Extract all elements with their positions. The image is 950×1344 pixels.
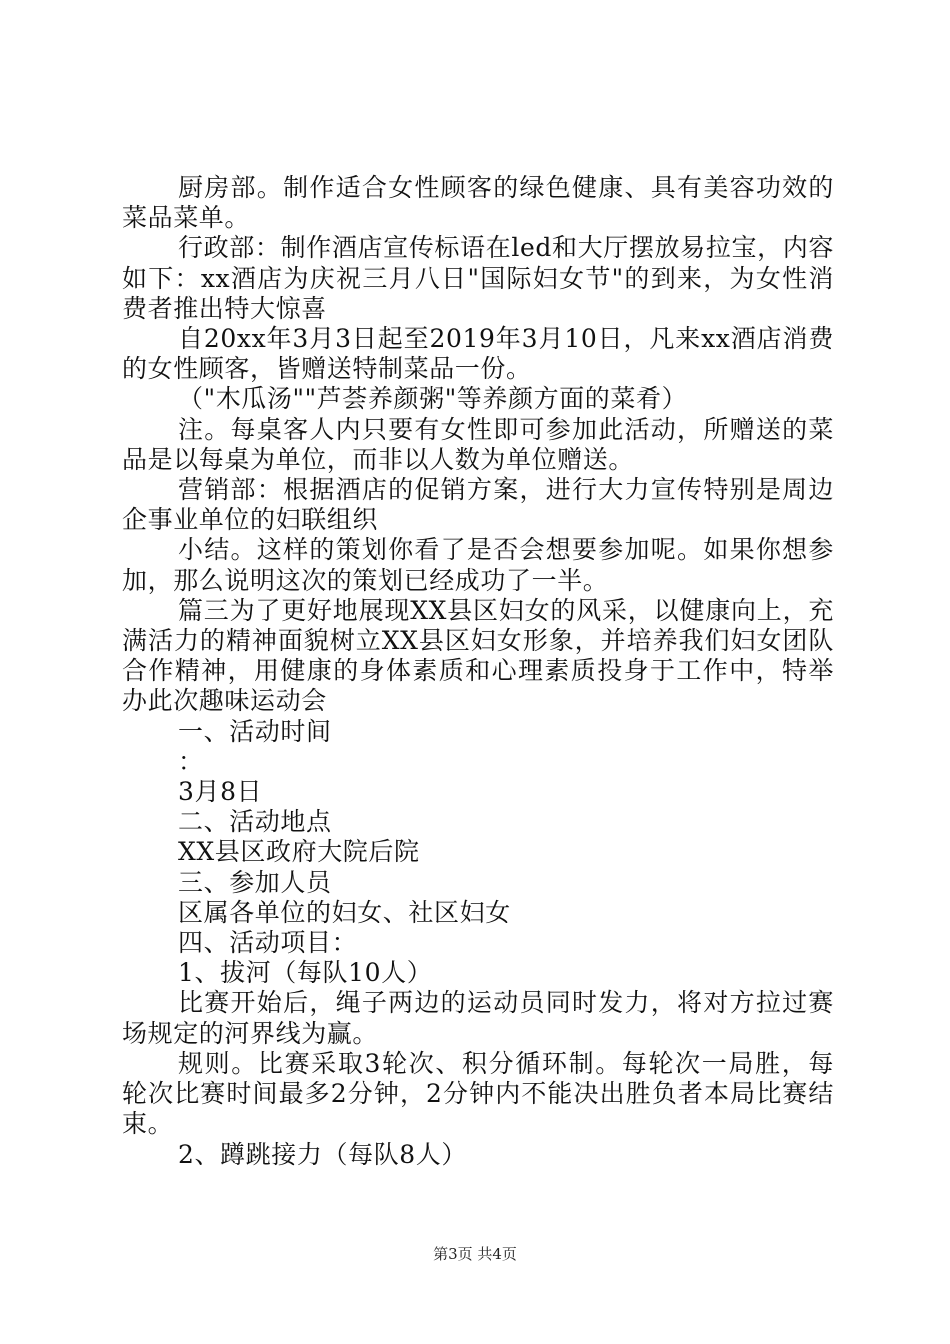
paragraph-tug-of-war-desc: 比赛开始后，绳子两边的运动员同时发力，将对方拉过赛场规定的河界线为赢。	[122, 988, 834, 1048]
heading-activity-items: 四、活动项目：	[178, 928, 358, 958]
colon-line: ：	[178, 746, 204, 776]
paragraph-summary: 小结。这样的策划你看了是否会想要参加呢。如果你想参加，那么说明这次的策划已经成功了一半。	[122, 535, 834, 595]
paragraph-dishes: （"木瓜汤""芦荟养颜粥"等养颜方面的菜肴）	[178, 384, 688, 414]
heading-activity-location: 二、活动地点	[178, 807, 332, 837]
paragraph-promo-dates: 自20xx年3月3日起至2019年3月10日，凡来xx酒店消费的女性顾客，皆赠送特制菜品一份。	[122, 324, 834, 384]
page-footer: 第3页 共4页	[433, 1245, 517, 1263]
participants: 区属各单位的妇女、社区妇女	[178, 897, 511, 927]
activity-date: 3月8日	[178, 777, 263, 807]
item-tug-of-war: 1、拔河（每队10人）	[178, 958, 433, 988]
paragraph-part-three-intro: 篇三为了更好地展现XX县区妇女的风采，以健康向上，充满活力的精神面貌树立XX县区妇女形象，并培养我们妇女团队合作精神，用健康的身体素质和心理素质投身于工作中，特举办此次趣味运动会	[122, 595, 834, 716]
paragraph-note: 注。每桌客人内只要有女性即可参加此活动，所赠送的菜品是以每桌为单位，而非以人数为单位赠送。	[122, 414, 834, 474]
activity-location: XX县区政府大院后院	[178, 837, 420, 867]
paragraph-kitchen: 厨房部。制作适合女性顾客的绿色健康、具有美容功效的菜品菜单。	[122, 173, 834, 233]
paragraph-tug-of-war-rules: 规则。比赛采取3轮次、积分循环制。每轮次一局胜，每轮次比赛时间最多2分钟，2分钟内不能决出胜负者本局比赛结束。	[122, 1048, 834, 1139]
heading-participants: 三、参加人员	[178, 867, 332, 897]
paragraph-marketing: 营销部：根据酒店的促销方案，进行大力宣传特别是周边企事业单位的妇联组织	[122, 475, 834, 535]
heading-activity-time: 一、活动时间	[178, 716, 332, 746]
document-body	[122, 173, 834, 1170]
paragraph-admin: 行政部：制作酒店宣传标语在led和大厅摆放易拉宝，内容如下：xx酒店为庆祝三月八日"国际妇女节"的到来，为女性消费者推出特大惊喜	[122, 233, 834, 323]
item-squat-jump-relay: 2、蹲跳接力（每队8人）	[178, 1139, 468, 1169]
